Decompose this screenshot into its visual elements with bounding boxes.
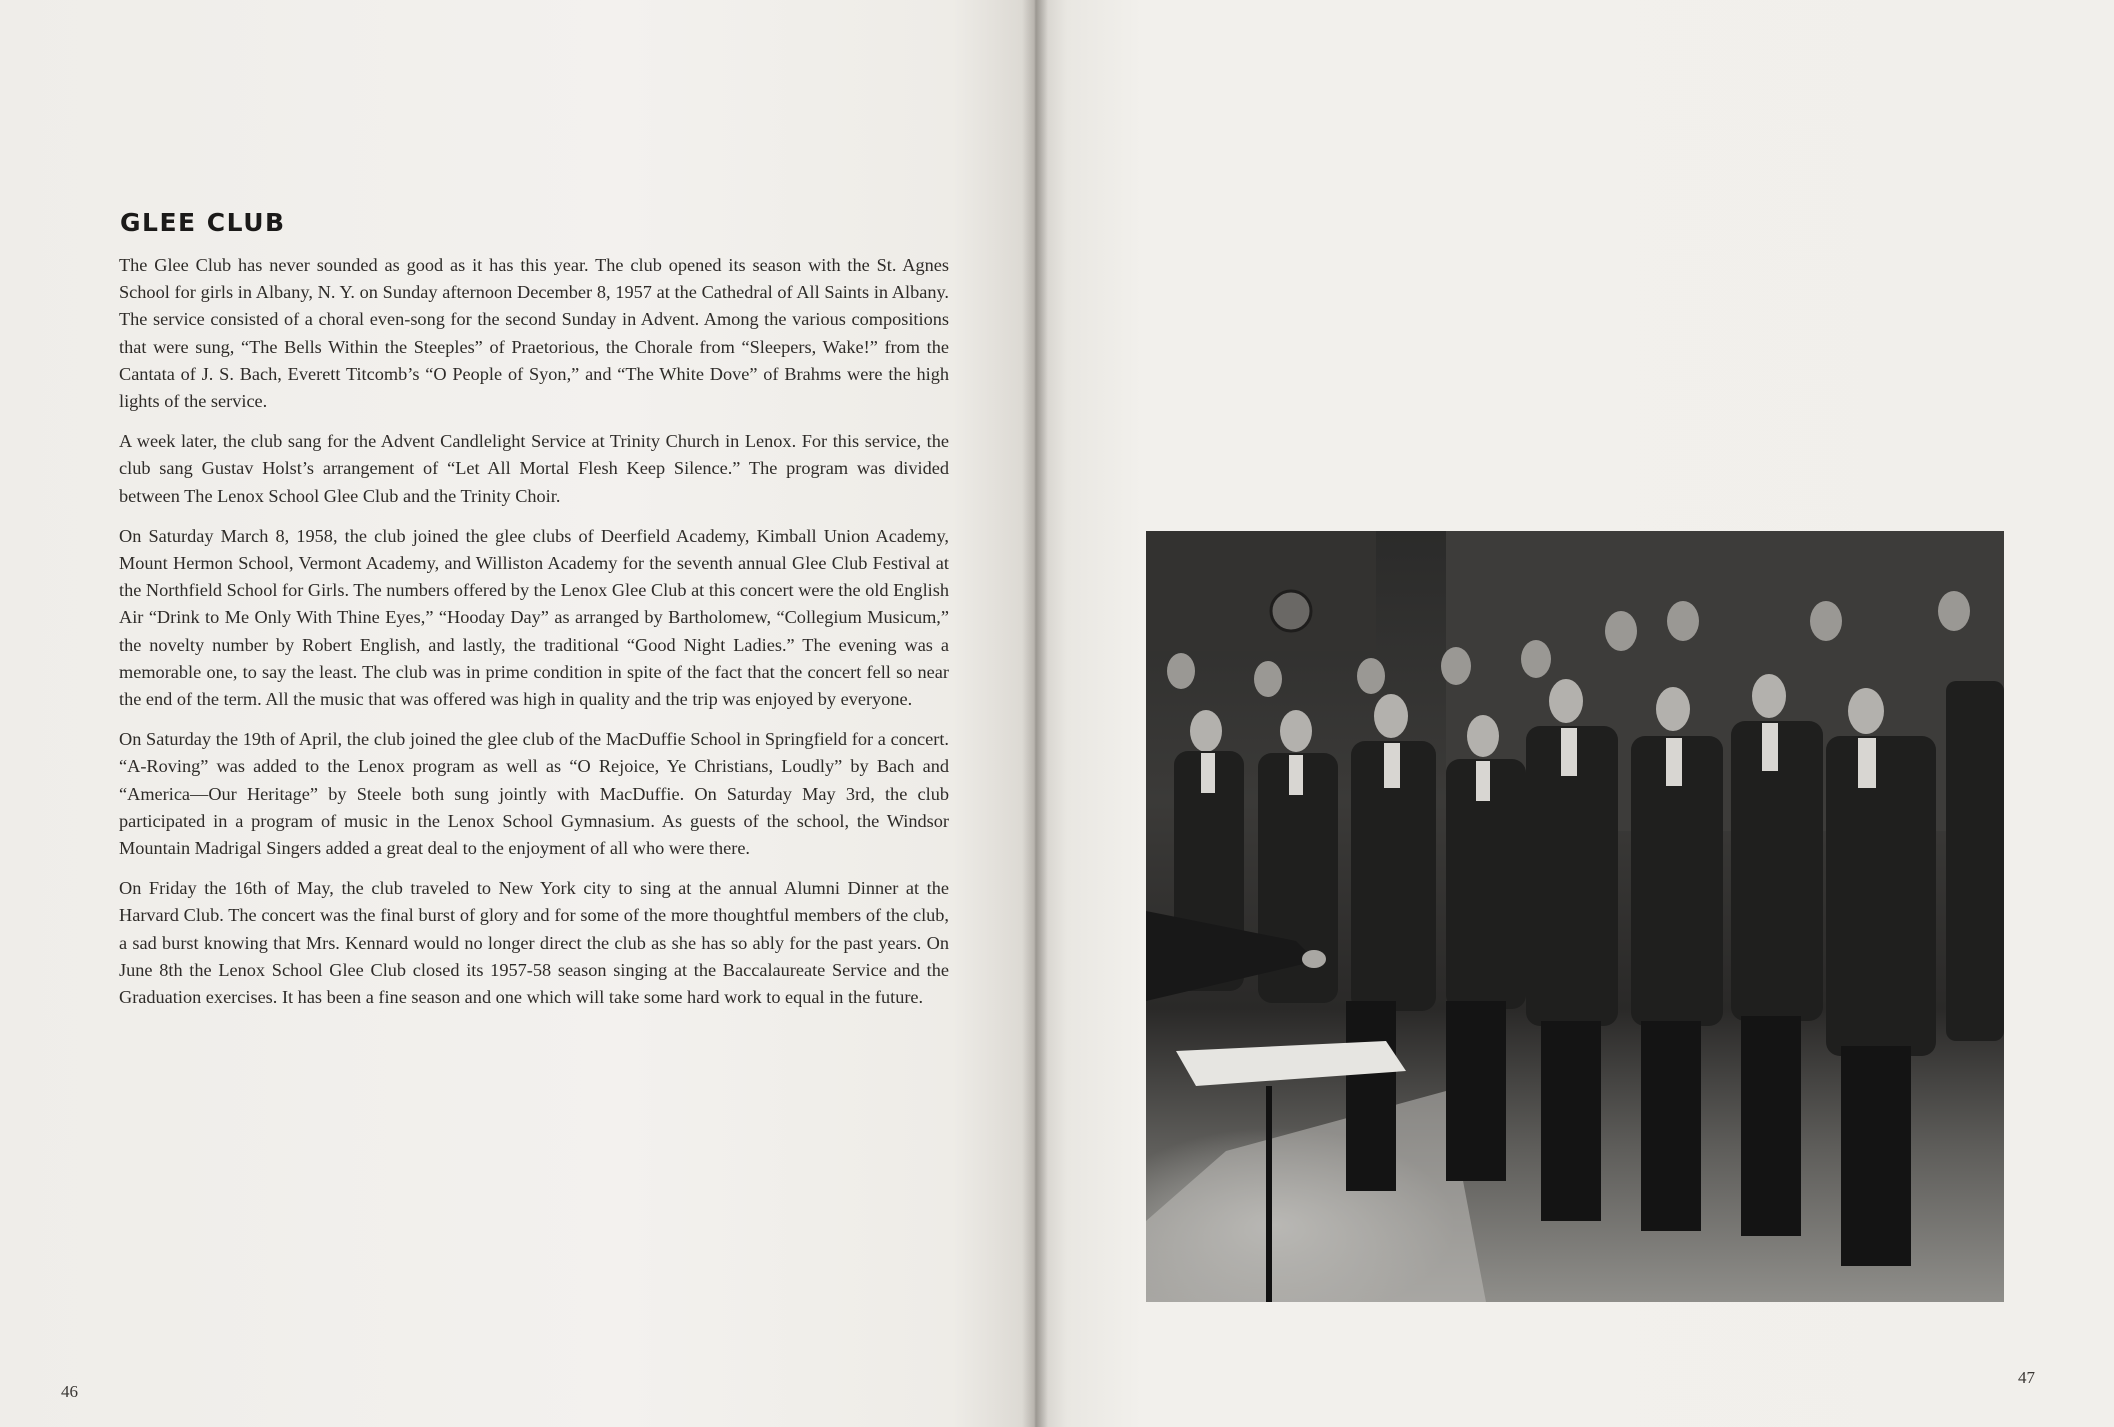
page-number-left: 46 — [61, 1382, 78, 1401]
paragraph: On Friday the 16th of May, the club traveled to New York city to sing at the annual Alumni Dinner at the Harvard Club. The concert was the final burst of glory and for some of the more thoughtful members of the club, a sad burst knowing that Mrs. Kennard would no longer direct the club as she has so ably for the past years. On June 8th the Lenox School Glee Club closed its 1957-58 season singing at the Baccalaureate Service and the Graduation exercises. It has been a fine season and one which will take some hard work to equal in the future. — [119, 878, 949, 1008]
choir-illustration — [1146, 531, 2004, 1302]
paragraph: On Saturday the 19th of April, the club joined the glee club of the MacDuffie School in Springfield for a concert. “A-Roving” was added to the Lenox program as well as “O Rejoice, Ye Christians, Loudly” by Bach and “America—Our Heritage” by Steele both sung jointly with MacDuffie. On Saturday May 3rd, the club participated in a program of music in the Lenox School Gymnasium. As guests of the school, the Windsor Mountain Madrigal Singers added a great deal to the enjoyment of all who were there. — [119, 729, 949, 859]
section-heading: GLEE CLUB — [120, 208, 286, 237]
left-page — [0, 0, 1035, 1427]
page-number-right: 47 — [2018, 1368, 2035, 1387]
article-body — [119, 252, 949, 1024]
book-gutter — [1022, 0, 1048, 1427]
paragraph: The Glee Club has never sounded as good as it has this year. The club opened its season with the St. Agnes School for girls in Albany, N. Y. on Sunday afternoon December 8, 1957 at the Cathedral of All Saints in Albany. The service consisted of a choral even-song for the second Sunday in Advent. Among the various compositions that were sung, “The Bells Within the Steeples” of Praetorious, the Chorale from “Sleepers, Wake!” from the Cantata of J. S. Bach, Everett Titcomb’s “O People of Syon,” and “The White Dove” of Brahms were the high lights of the service. — [119, 255, 949, 412]
glee-club-photo — [1146, 531, 2004, 1302]
paragraph: A week later, the club sang for the Advent Candlelight Service at Trinity Church in Lenox. For this service, the club sang Gustav Holst’s arrangement of “Let All Mortal Flesh Keep Silence.” The program was divided between The Lenox School Glee Club and the Trinity Choir. — [119, 431, 949, 506]
paragraph: On Saturday March 8, 1958, the club joined the glee clubs of Deerfield Academy, Kimball Union Academy, Mount Hermon School, Vermont Academy, and Williston Academy for the seventh annual Glee Club Festival at the Northfield School for Girls. The numbers offered by the Lenox Glee Club at this concert were the old English Air “Drink to Me Only With Thine Eyes,” “Hooday Day” as arranged by Bartholomew, “Collegium Musicum,” the novelty number by Robert English, and lastly, the traditional “Good Night Ladies.” The evening was a memorable one, to say the least. The club was in prime condition in spite of the fact that the concert fell so near the end of the term. All the music that was offered was high in quality and the trip was enjoyed by everyone. — [119, 525, 949, 710]
